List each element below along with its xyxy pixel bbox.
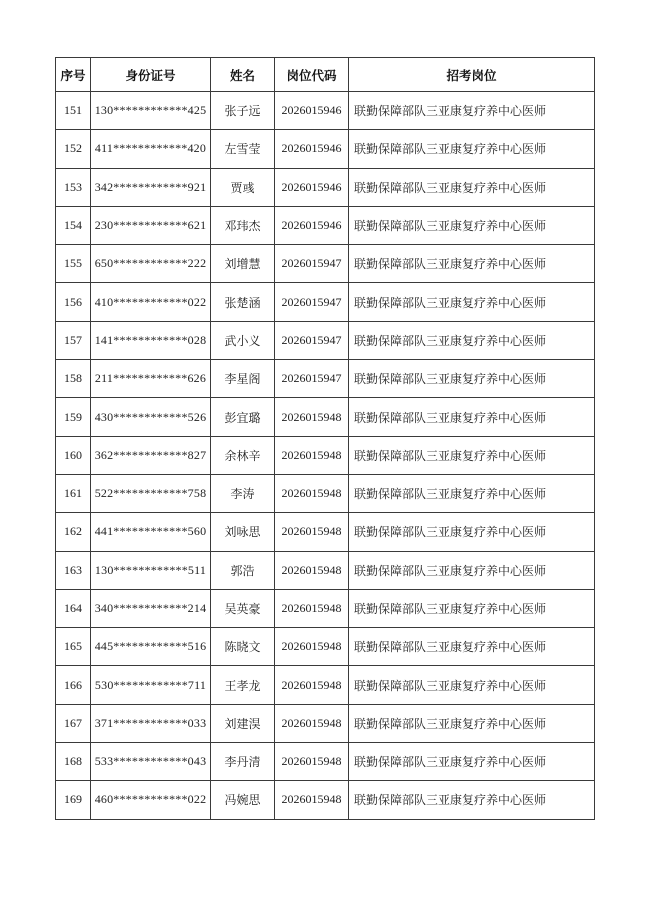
- cell-position: 联勤保障部队三亚康复疗养中心医师: [349, 283, 595, 321]
- header-cell-id: 身份证号: [91, 58, 211, 92]
- cell-name: 彭宜璐: [211, 398, 275, 436]
- cell-seq: 158: [56, 360, 91, 398]
- cell-code: 2026015946: [275, 130, 349, 168]
- cell-id: 533************043: [91, 743, 211, 781]
- cell-id: 430************526: [91, 398, 211, 436]
- table-row: [56, 436, 595, 474]
- table-row: [56, 92, 595, 130]
- cell-seq: 169: [56, 781, 91, 819]
- cell-id: 411************420: [91, 130, 211, 168]
- cell-id: 460************022: [91, 781, 211, 819]
- header-cell-position: 招考岗位: [349, 58, 595, 92]
- cell-name: 李星阁: [211, 360, 275, 398]
- cell-name: 邓玮杰: [211, 206, 275, 244]
- cell-name: 余林辛: [211, 436, 275, 474]
- cell-code: 2026015948: [275, 398, 349, 436]
- cell-id: 342************921: [91, 168, 211, 206]
- cell-id: 130************511: [91, 551, 211, 589]
- cell-id: 650************222: [91, 245, 211, 283]
- cell-name: 王孝龙: [211, 666, 275, 704]
- cell-name: 刘咏思: [211, 513, 275, 551]
- cell-name: 李丹清: [211, 743, 275, 781]
- cell-seq: 162: [56, 513, 91, 551]
- cell-seq: 165: [56, 628, 91, 666]
- cell-code: 2026015946: [275, 206, 349, 244]
- cell-seq: 167: [56, 704, 91, 742]
- cell-name: 刘增慧: [211, 245, 275, 283]
- header-cell-seq: 序号: [56, 58, 91, 92]
- cell-position: 联勤保障部队三亚康复疗养中心医师: [349, 628, 595, 666]
- cell-id: 211************626: [91, 360, 211, 398]
- cell-id: 522************758: [91, 474, 211, 512]
- table-row: [56, 743, 595, 781]
- cell-id: 410************022: [91, 283, 211, 321]
- cell-code: 2026015947: [275, 321, 349, 359]
- cell-code: 2026015946: [275, 92, 349, 130]
- table-row: [56, 245, 595, 283]
- cell-name: 武小义: [211, 321, 275, 359]
- cell-code: 2026015948: [275, 513, 349, 551]
- cell-seq: 166: [56, 666, 91, 704]
- cell-position: 联勤保障部队三亚康复疗养中心医师: [349, 666, 595, 704]
- cell-position: 联勤保障部队三亚康复疗养中心医师: [349, 551, 595, 589]
- cell-code: 2026015948: [275, 436, 349, 474]
- cell-position: 联勤保障部队三亚康复疗养中心医师: [349, 398, 595, 436]
- table-row: [56, 551, 595, 589]
- recruitment-roster-table: [55, 57, 595, 820]
- cell-position: 联勤保障部队三亚康复疗养中心医师: [349, 168, 595, 206]
- cell-position: 联勤保障部队三亚康复疗养中心医师: [349, 781, 595, 819]
- cell-position: 联勤保障部队三亚康复疗养中心医师: [349, 589, 595, 627]
- cell-position: 联勤保障部队三亚康复疗养中心医师: [349, 130, 595, 168]
- cell-position: 联勤保障部队三亚康复疗养中心医师: [349, 245, 595, 283]
- cell-seq: 154: [56, 206, 91, 244]
- cell-code: 2026015948: [275, 781, 349, 819]
- table-row: [56, 130, 595, 168]
- cell-seq: 151: [56, 92, 91, 130]
- cell-code: 2026015946: [275, 168, 349, 206]
- cell-position: 联勤保障部队三亚康复疗养中心医师: [349, 436, 595, 474]
- cell-name: 吴英豪: [211, 589, 275, 627]
- table-row: [56, 321, 595, 359]
- table-row: [56, 781, 595, 819]
- cell-name: 郭浩: [211, 551, 275, 589]
- cell-id: 530************711: [91, 666, 211, 704]
- cell-seq: 153: [56, 168, 91, 206]
- cell-position: 联勤保障部队三亚康复疗养中心医师: [349, 513, 595, 551]
- table-row: [56, 589, 595, 627]
- cell-code: 2026015948: [275, 551, 349, 589]
- table-row: [56, 704, 595, 742]
- cell-code: 2026015947: [275, 245, 349, 283]
- cell-position: 联勤保障部队三亚康复疗养中心医师: [349, 92, 595, 130]
- cell-position: 联勤保障部队三亚康复疗养中心医师: [349, 360, 595, 398]
- cell-id: 445************516: [91, 628, 211, 666]
- cell-code: 2026015948: [275, 589, 349, 627]
- cell-code: 2026015948: [275, 628, 349, 666]
- cell-seq: 155: [56, 245, 91, 283]
- table-body: [56, 92, 595, 820]
- cell-position: 联勤保障部队三亚康复疗养中心医师: [349, 474, 595, 512]
- cell-seq: 163: [56, 551, 91, 589]
- cell-name: 贾彧: [211, 168, 275, 206]
- cell-position: 联勤保障部队三亚康复疗养中心医师: [349, 743, 595, 781]
- cell-seq: 164: [56, 589, 91, 627]
- cell-name: 左雪莹: [211, 130, 275, 168]
- cell-name: 李涛: [211, 474, 275, 512]
- cell-position: 联勤保障部队三亚康复疗养中心医师: [349, 321, 595, 359]
- cell-name: 张楚涵: [211, 283, 275, 321]
- header-cell-code: 岗位代码: [275, 58, 349, 92]
- cell-code: 2026015948: [275, 474, 349, 512]
- cell-name: 冯婉思: [211, 781, 275, 819]
- table-row: [56, 474, 595, 512]
- cell-code: 2026015947: [275, 360, 349, 398]
- cell-name: 刘建淏: [211, 704, 275, 742]
- table-row: [56, 360, 595, 398]
- header-cell-name: 姓名: [211, 58, 275, 92]
- table-row: [56, 628, 595, 666]
- cell-id: 362************827: [91, 436, 211, 474]
- cell-position: 联勤保障部队三亚康复疗养中心医师: [349, 704, 595, 742]
- cell-seq: 168: [56, 743, 91, 781]
- cell-seq: 152: [56, 130, 91, 168]
- cell-code: 2026015948: [275, 666, 349, 704]
- table-row: [56, 206, 595, 244]
- cell-id: 340************214: [91, 589, 211, 627]
- cell-id: 130************425: [91, 92, 211, 130]
- cell-code: 2026015947: [275, 283, 349, 321]
- cell-id: 371************033: [91, 704, 211, 742]
- table-row: [56, 398, 595, 436]
- cell-seq: 156: [56, 283, 91, 321]
- cell-seq: 161: [56, 474, 91, 512]
- cell-id: 441************560: [91, 513, 211, 551]
- table-row: [56, 513, 595, 551]
- table-header-row: [56, 58, 595, 92]
- cell-code: 2026015948: [275, 704, 349, 742]
- cell-code: 2026015948: [275, 743, 349, 781]
- cell-seq: 160: [56, 436, 91, 474]
- cell-id: 141************028: [91, 321, 211, 359]
- table-row: [56, 283, 595, 321]
- cell-seq: 157: [56, 321, 91, 359]
- cell-position: 联勤保障部队三亚康复疗养中心医师: [349, 206, 595, 244]
- table-row: [56, 168, 595, 206]
- cell-name: 张子远: [211, 92, 275, 130]
- table-row: [56, 666, 595, 704]
- cell-name: 陈晓文: [211, 628, 275, 666]
- cell-id: 230************621: [91, 206, 211, 244]
- cell-seq: 159: [56, 398, 91, 436]
